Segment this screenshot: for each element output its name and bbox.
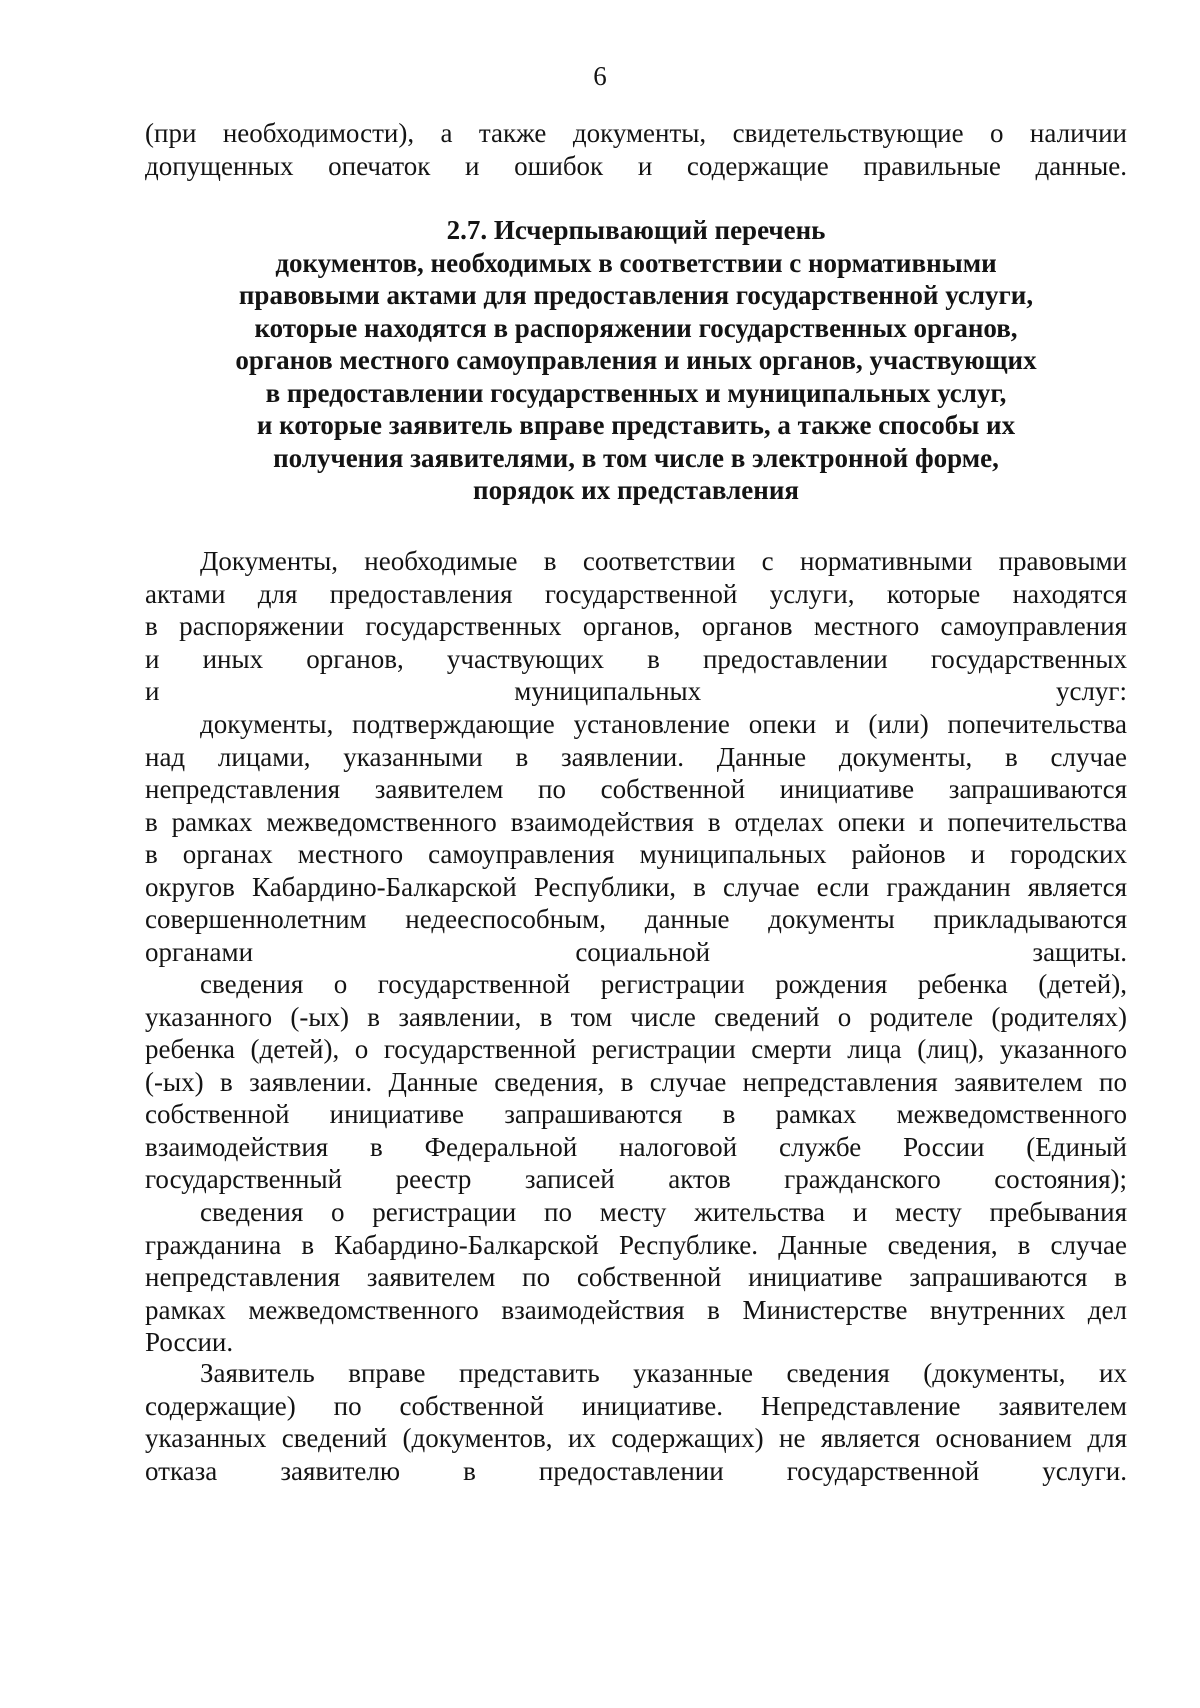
paragraph-residence-registration (145, 1196, 1127, 1359)
heading-line: документов, необходимых в соответствии с нормативными (275, 247, 997, 278)
paragraph-guardianship (145, 708, 1127, 968)
text-line: Заявитель вправе представить указанные сведения (документы, их (200, 1358, 1127, 1388)
text-line: гражданина в Кабардино-Балкарской Республике. Данные сведения, в случае (145, 1229, 1127, 1260)
text-line: России. (145, 1327, 234, 1357)
text-line: актами для предоставления государственной услуги, которые находятся (145, 578, 1127, 609)
text-line: отказа заявителю в предоставлении государственной услуги. (145, 1455, 1127, 1486)
paragraph-birth-registration (145, 968, 1127, 1196)
text-line: (при необходимости), а также документы, свидетельствующие о наличии (145, 118, 1127, 148)
text-line: сведения о регистрации по месту жительства и месту пребывания (200, 1197, 1127, 1227)
heading-line: получения заявителями, в том числе в электронной форме, (273, 442, 999, 473)
section-heading (145, 214, 1127, 507)
text-line: ребенка (детей), о государственной регистрации смерти лица (лиц), указанного (145, 1034, 1127, 1064)
text-line: в органах местного самоуправления муниципальных районов и городских (145, 839, 1127, 869)
text-line: и муниципальных услуг: (145, 676, 1127, 706)
text-line: непредставления заявителем по собственной инициативе запрашиваются (145, 774, 1127, 804)
text-line: сведения о государственной регистрации рождения ребенка (детей), (200, 969, 1127, 999)
text-line: в рамках межведомственного взаимодействия в отделах опеки и попечительства (145, 806, 1127, 837)
heading-line: 2.7. Исчерпывающий перечень (446, 215, 826, 245)
text-line: содержащие) по собственной инициативе. Непредставление заявителем (145, 1390, 1127, 1421)
text-line: взаимодействия в Федеральной налоговой службе России (Единый (145, 1131, 1127, 1162)
text-line: допущенных опечаток и ошибок и содержащие правильные данные. (145, 150, 1127, 181)
heading-line: которые находятся в распоряжении государственных органов, (254, 312, 1018, 343)
heading-line: в предоставлении государственных и муниципальных услуг, (265, 377, 1007, 408)
text-line: указанных сведений (документов, их содержащих) не является основанием для (145, 1423, 1127, 1453)
heading-line: органов местного самоуправления и иных органов, участвующих (235, 345, 1037, 375)
continued-paragraph (145, 117, 1127, 182)
heading-line: правовыми актами для предоставления государственной услуги, (238, 280, 1034, 310)
text-line: указанного (-ых) в заявлении, в том числе сведений о родителе (родителях) (145, 1001, 1127, 1032)
text-line: совершеннолетним недееспособным, данные документы прикладываются (145, 904, 1127, 934)
text-line: Документы, необходимые в соответствии с нормативными правовыми (200, 546, 1127, 576)
text-line: и иных органов, участвующих в предоставлении государственных (145, 643, 1127, 674)
text-line: органами социальной защиты. (145, 936, 1127, 967)
text-line: (-ых) в заявлении. Данные сведения, в случае непредставления заявителем по (145, 1066, 1127, 1097)
text-line: государственный реестр записей актов гражданского состояния); (145, 1164, 1127, 1194)
text-line: округов Кабардино-Балкарской Республики, в случае если гражданин является (145, 871, 1127, 902)
heading-line: порядок их представления (473, 475, 799, 505)
text-line: непредставления заявителем по собственной инициативе запрашиваются в (145, 1262, 1127, 1292)
text-line: документы, подтверждающие установление опеки и (или) попечительства (200, 709, 1127, 739)
text-line: рамках межведомственного взаимодействия в Министерстве внутренних дел (145, 1294, 1127, 1325)
paragraph-applicant-right (145, 1357, 1127, 1487)
paragraph-documents-intro (145, 545, 1127, 708)
text-line: собственной инициативе запрашиваются в рамках межведомственного (145, 1099, 1127, 1129)
text-line: в распоряжении государственных органов, органов местного самоуправления (145, 611, 1127, 641)
text-line: над лицами, указанными в заявлении. Данные документы, в случае (145, 741, 1127, 772)
heading-line: и которые заявитель вправе представить, а также способы их (256, 410, 1016, 440)
page-number: 6 (593, 61, 607, 91)
